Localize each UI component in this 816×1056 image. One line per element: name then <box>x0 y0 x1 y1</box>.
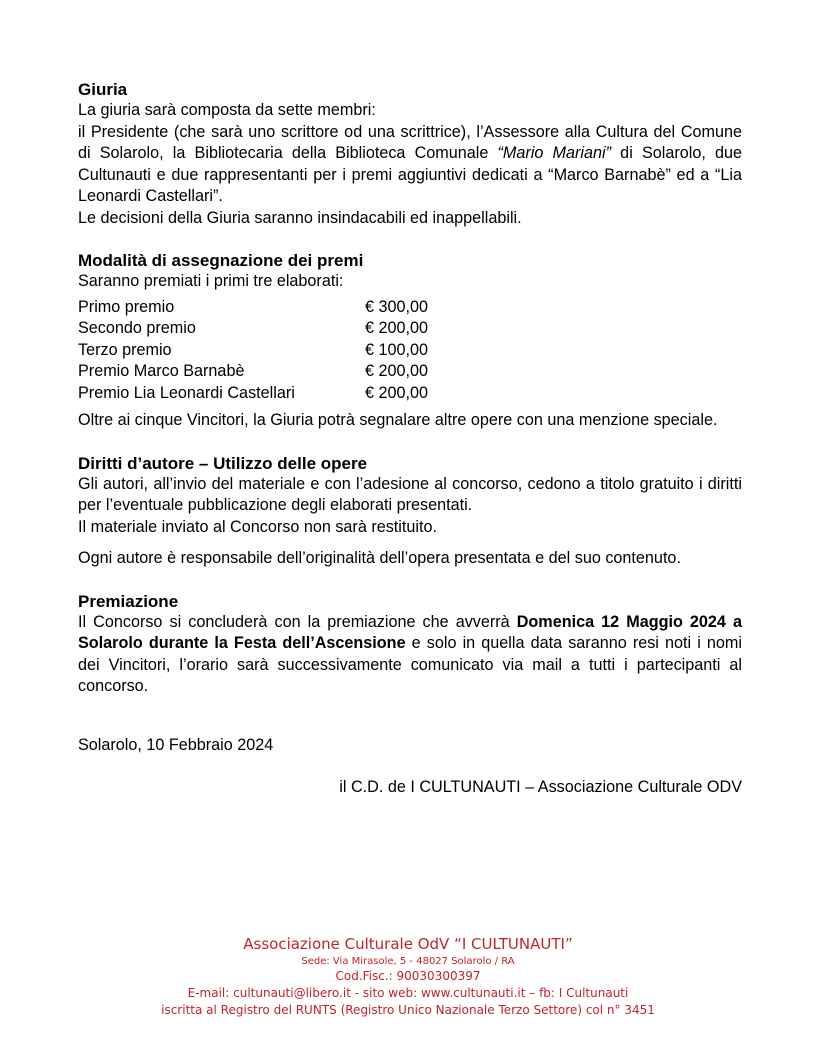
prize-amount: € 200,00 <box>365 319 429 337</box>
footer-contacts: E-mail: cultunauti@libero.it - sito web: www.cultunauti.it – fb: I Cultunauti <box>187 986 629 1000</box>
premi-intro: Saranno premiati i primi tre elaborati: <box>78 272 344 290</box>
prize-name: Secondo premio <box>78 319 196 337</box>
giuria-composition-text: il Presidente (che sarà uno scrittore od una scrittrice), l’Assessore alla Cultura del Comune di Solarolo, la Bibliotecaria della Biblioteca Comunale <box>78 122 742 162</box>
document-body <box>78 79 742 799</box>
footer-address: Sede: Via Mirasole, 5 - 48027 Solarolo / RA <box>301 956 515 967</box>
diritti-paragraph-2: Il materiale inviato al Concorso non sarà restituito. <box>78 517 437 536</box>
prize-amount: € 100,00 <box>365 340 429 359</box>
footer-runts: iscritta al Registro del RUNTS (Registro Unico Nazionale Terzo Settore) col n° 3451 <box>161 1003 655 1017</box>
giuria-intro: La giuria sarà composta da sette membri: <box>78 101 376 119</box>
table-row <box>78 318 428 340</box>
diritti-paragraph-1: Gli autori, all’invio del materiale e con l’adesione al concorso, cedono a titolo gratuito i diritti per l’eventuale pubblicazione degli elaborati presentati. <box>78 474 742 514</box>
footer-association-name: Associazione Culturale OdV “I CULTUNAUTI” <box>243 935 573 953</box>
table-row <box>78 297 428 319</box>
prize-name: Premio Marco Barnabè <box>78 362 245 380</box>
prize-name: Premio Lia Leonardi Castellari <box>78 383 295 402</box>
footer-tax-code: Cod.Fisc.: 90030300397 <box>335 969 481 983</box>
prize-amount: € 200,00 <box>365 383 429 402</box>
prize-amount: € 300,00 <box>365 297 429 316</box>
prize-table <box>78 297 428 405</box>
section-title-giuria: Giuria <box>78 80 128 99</box>
section-title-premiazione: Premiazione <box>78 591 179 611</box>
premiazione-text-end: e solo in quella data saranno resi noti i nomi dei Vincitori, l’orario sarà successivamente comunicato via mail a tutti i partecipanti al concorso. <box>78 634 742 695</box>
prize-name: Terzo premio <box>78 340 172 359</box>
letterhead-footer <box>0 933 816 1019</box>
premiazione-text: Il Concorso si concluderà con la premiazione che avverrà <box>78 612 517 631</box>
section-title-diritti: Diritti d’autore – Utilizzo delle opere <box>78 453 368 473</box>
giuria-decisions: Le decisioni della Giuria saranno insindacabili ed inappellabili. <box>78 208 522 227</box>
premiazione-paragraph <box>78 612 742 698</box>
giuria-composition <box>78 122 742 208</box>
table-row <box>78 361 428 383</box>
signature: il C.D. de I CULTUNAUTI – Associazione Culturale ODV <box>339 778 742 796</box>
table-row <box>78 340 428 362</box>
premiazione-date-place: Domenica 12 Maggio 2024 a Solarolo durante la Festa dell’Ascensione <box>78 612 742 652</box>
prize-amount: € 200,00 <box>365 362 429 380</box>
table-row <box>78 383 428 405</box>
giuria-composition-text-end: di Solarolo, due Cultunauti e due rappresentanti per i premi aggiuntivi dedicati a “Marco Barnabè” ed a “Lia Leonardi Castellari”. <box>78 144 742 205</box>
prize-name: Primo premio <box>78 297 175 316</box>
date-line: Solarolo, 10 Febbraio 2024 <box>78 735 274 754</box>
library-name: “Mario Mariani” <box>497 144 612 162</box>
diritti-paragraph-3: Ogni autore è responsabile dell’originalità dell’opera presentata e del suo contenuto. <box>78 549 681 567</box>
section-title-premi: Modalità di assegnazione dei premi <box>78 251 364 270</box>
premi-outro: Oltre ai cinque Vincitori, la Giuria potrà segnalare altre opere con una menzione speciale. <box>78 411 718 429</box>
